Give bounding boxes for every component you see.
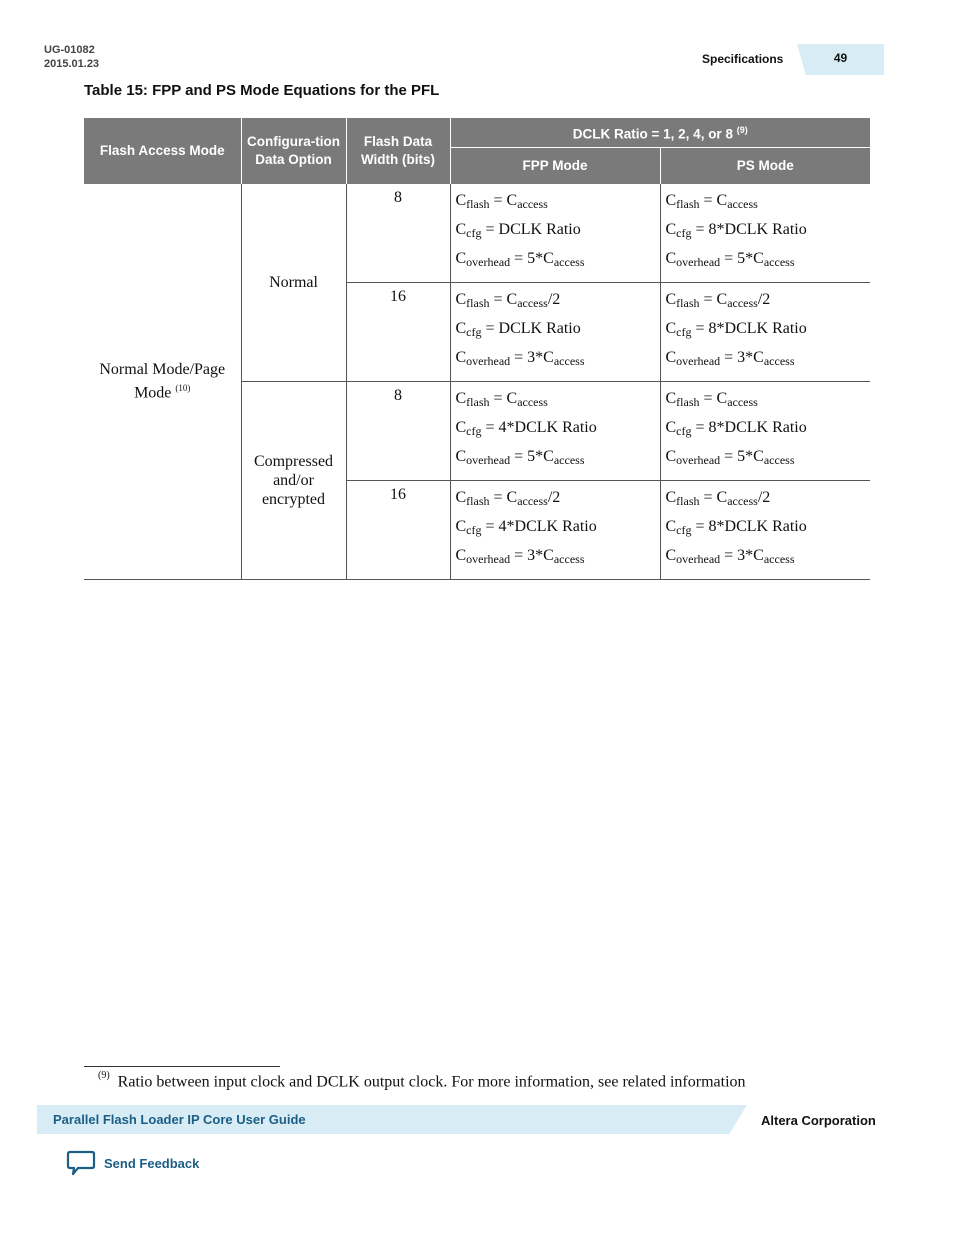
symbol-c: C <box>455 489 467 506</box>
symbol-c: C <box>665 419 677 436</box>
subscript-flash: flash <box>466 197 490 211</box>
header-ps-mode: PS Mode <box>660 148 870 185</box>
subscript-flash: flash <box>676 395 700 409</box>
send-feedback-label: Send Feedback <box>104 1155 200 1171</box>
subscript-access: access <box>727 494 758 508</box>
c-flash-equation <box>456 488 655 517</box>
symbol-c: C <box>665 547 677 564</box>
equation-tail: /2 <box>757 489 771 506</box>
subscript-flash: flash <box>676 296 700 310</box>
symbol-c: C <box>455 192 467 209</box>
equation-rhs: = C <box>699 390 728 407</box>
equation-rhs: = C <box>489 489 518 506</box>
table-caption: Table 15: FPP and PS Mode Equations for the PFL <box>84 82 440 99</box>
subscript-cfg: cfg <box>466 226 482 240</box>
access-mode-label: Normal Mode/Page Mode <box>99 361 226 402</box>
subscript-overhead: overhead <box>676 453 721 467</box>
symbol-c: C <box>665 390 677 407</box>
subscript-flash: flash <box>466 494 490 508</box>
header-config-option: Configura-tion Data Option <box>241 118 346 184</box>
header-data-width: Flash Data Width (bits) <box>346 118 450 184</box>
equation-rhs: = 8*DCLK Ratio <box>691 518 807 535</box>
data-width-cell: 8 <box>346 184 450 283</box>
equation-rhs: = DCLK Ratio <box>481 320 581 337</box>
c-flash-equation <box>456 191 655 220</box>
subscript-cfg: cfg <box>676 325 692 339</box>
document-id <box>44 43 99 71</box>
symbol-c: C <box>665 320 677 337</box>
footnote-text: Ratio between input clock and DCLK output clock. For more information, see related information <box>117 1073 746 1091</box>
subscript-flash: flash <box>676 494 700 508</box>
subscript-access: access <box>727 197 758 211</box>
config-option-cell: Compressed and/or encrypted <box>241 382 346 580</box>
symbol-c: C <box>665 518 677 535</box>
c-flash-equation <box>666 191 866 220</box>
equation-rhs: = 4*DCLK Ratio <box>481 518 597 535</box>
equation-rhs: = 8*DCLK Ratio <box>691 221 807 238</box>
guide-title-link[interactable]: Parallel Flash Loader IP Core User Guide <box>53 1112 306 1127</box>
footnote-marker: (9) <box>98 1070 110 1081</box>
equation-rhs: = C <box>489 390 518 407</box>
equation-rhs: = 3*C <box>720 547 764 564</box>
header-dclk-ratio <box>450 118 870 148</box>
subscript-access: access <box>517 296 548 310</box>
symbol-c: C <box>455 320 467 337</box>
equation-rhs: = C <box>699 192 728 209</box>
subscript-access: access <box>763 552 795 566</box>
ps-equations-cell <box>660 382 870 481</box>
symbol-c: C <box>665 291 677 308</box>
equation-rhs: = 3*C <box>510 547 554 564</box>
c-overhead-equation <box>456 348 655 377</box>
c-cfg-equation <box>666 220 866 249</box>
subscript-overhead: overhead <box>466 354 511 368</box>
equation-rhs: = C <box>489 291 518 308</box>
c-cfg-equation <box>456 418 655 447</box>
fpp-equations-cell <box>450 481 660 580</box>
subscript-access: access <box>517 395 548 409</box>
subscript-cfg: cfg <box>676 523 692 537</box>
subscript-overhead: overhead <box>676 354 721 368</box>
page-number: 49 <box>833 51 848 65</box>
symbol-c: C <box>665 250 677 267</box>
subscript-overhead: overhead <box>676 552 721 566</box>
c-overhead-equation <box>666 546 866 575</box>
c-cfg-equation <box>456 220 655 249</box>
equation-rhs: = 5*C <box>510 250 554 267</box>
data-width-cell: 16 <box>346 481 450 580</box>
header-access-mode: Flash Access Mode <box>84 118 241 184</box>
symbol-c: C <box>455 547 467 564</box>
ps-equations-cell <box>660 184 870 283</box>
c-overhead-equation <box>666 249 866 278</box>
config-option-cell: Normal <box>241 184 346 382</box>
symbol-c: C <box>455 518 467 535</box>
subscript-overhead: overhead <box>466 255 511 269</box>
subscript-flash: flash <box>466 395 490 409</box>
doc-date: 2015.01.23 <box>44 58 100 70</box>
footnote-ref-9: (9) <box>736 125 748 136</box>
equations-table <box>84 118 870 580</box>
c-cfg-equation <box>456 517 655 546</box>
equation-rhs: = C <box>489 192 518 209</box>
symbol-c: C <box>665 192 677 209</box>
c-overhead-equation <box>456 249 655 278</box>
table-row <box>84 184 870 283</box>
symbol-c: C <box>455 349 467 366</box>
c-cfg-equation <box>666 319 866 348</box>
ps-equations-cell <box>660 481 870 580</box>
fpp-equations-cell <box>450 283 660 382</box>
equation-rhs: = 4*DCLK Ratio <box>481 419 597 436</box>
symbol-c: C <box>455 448 467 465</box>
c-flash-equation <box>456 290 655 319</box>
ps-equations-cell <box>660 283 870 382</box>
c-cfg-equation <box>456 319 655 348</box>
symbol-c: C <box>455 291 467 308</box>
subscript-access: access <box>727 395 758 409</box>
symbol-c: C <box>665 349 677 366</box>
fpp-equations-cell <box>450 382 660 481</box>
subscript-cfg: cfg <box>466 424 482 438</box>
c-flash-equation <box>456 389 655 418</box>
c-overhead-equation <box>666 348 866 377</box>
subscript-access: access <box>553 552 585 566</box>
equation-tail: /2 <box>757 291 771 308</box>
equation-rhs: = 3*C <box>720 349 764 366</box>
subscript-overhead: overhead <box>466 453 511 467</box>
symbol-c: C <box>665 489 677 506</box>
access-mode-cell <box>84 184 241 580</box>
subscript-cfg: cfg <box>466 325 482 339</box>
subscript-access: access <box>727 296 758 310</box>
symbol-c: C <box>665 221 677 238</box>
subscript-access: access <box>517 197 548 211</box>
subscript-access: access <box>517 494 548 508</box>
symbol-c: C <box>455 250 467 267</box>
c-flash-equation <box>666 389 866 418</box>
section-title: Specifications <box>702 52 784 66</box>
equation-rhs: = C <box>699 291 728 308</box>
subscript-cfg: cfg <box>466 523 482 537</box>
company-name: Altera Corporation <box>761 1113 876 1128</box>
doc-number: UG-01082 <box>44 44 95 56</box>
subscript-cfg: cfg <box>676 424 692 438</box>
footnote-ref-10: (10) <box>175 383 191 394</box>
subscript-access: access <box>763 453 795 467</box>
equation-rhs: = 5*C <box>510 448 554 465</box>
subscript-cfg: cfg <box>676 226 692 240</box>
equation-rhs: = 8*DCLK Ratio <box>691 320 807 337</box>
equation-rhs: = DCLK Ratio <box>481 221 581 238</box>
subscript-access: access <box>553 255 585 269</box>
fpp-equations-cell <box>450 184 660 283</box>
c-overhead-equation <box>456 447 655 476</box>
symbol-c: C <box>665 448 677 465</box>
equation-rhs: = 8*DCLK Ratio <box>691 419 807 436</box>
equation-rhs: = C <box>699 489 728 506</box>
equation-rhs: = 5*C <box>720 250 764 267</box>
subscript-access: access <box>763 354 795 368</box>
subscript-access: access <box>763 255 795 269</box>
subscript-overhead: overhead <box>466 552 511 566</box>
subscript-overhead: overhead <box>676 255 721 269</box>
c-flash-equation <box>666 488 866 517</box>
symbol-c: C <box>455 390 467 407</box>
c-flash-equation <box>666 290 866 319</box>
equation-tail: /2 <box>547 291 561 308</box>
send-feedback-link[interactable] <box>66 1150 199 1176</box>
speech-bubble-icon <box>66 1150 96 1176</box>
equation-rhs: = 3*C <box>510 349 554 366</box>
symbol-c: C <box>455 419 467 436</box>
data-width-cell: 8 <box>346 382 450 481</box>
data-width-cell: 16 <box>346 283 450 382</box>
header-fpp-mode: FPP Mode <box>450 148 660 185</box>
footnote-rule <box>84 1066 280 1067</box>
symbol-c: C <box>455 221 467 238</box>
subscript-access: access <box>553 453 585 467</box>
c-overhead-equation <box>456 546 655 575</box>
subscript-access: access <box>553 354 585 368</box>
c-cfg-equation <box>666 517 866 546</box>
c-overhead-equation <box>666 447 866 476</box>
footnote <box>98 1072 746 1091</box>
c-cfg-equation <box>666 418 866 447</box>
subscript-flash: flash <box>676 197 700 211</box>
dclk-ratio-label: DCLK Ratio = 1, 2, 4, or 8 <box>572 126 733 142</box>
subscript-flash: flash <box>466 296 490 310</box>
equation-rhs: = 5*C <box>720 448 764 465</box>
equation-tail: /2 <box>547 489 561 506</box>
